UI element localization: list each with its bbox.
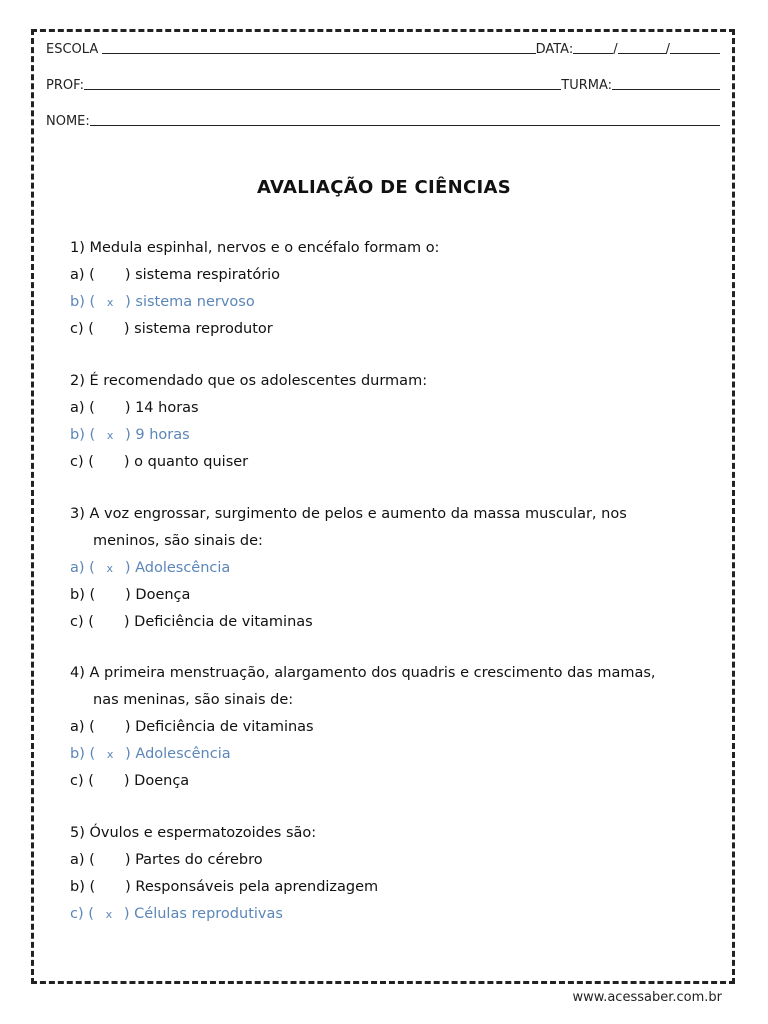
option-text: ) Adolescência	[125, 746, 231, 762]
option-prefix: c) (	[70, 906, 94, 922]
page-title: AVALIAÇÃO DE CIÊNCIAS	[256, 177, 512, 198]
data-month-blank[interactable]	[618, 52, 666, 54]
question-4	[70, 660, 656, 795]
option-c[interactable]	[70, 449, 427, 476]
question-text: 4) A primeira menstruação, alargamento dos quadris e crescimento das mamas,	[70, 665, 656, 681]
option-b-answer[interactable]	[70, 289, 439, 316]
option-text: ) Responsáveis pela aprendizagem	[125, 879, 379, 895]
question-text: 2) É recomendado que os adolescentes durmam:	[70, 373, 428, 389]
option-a[interactable]	[70, 714, 656, 741]
option-prefix: c) (	[70, 454, 94, 470]
option-text: ) Células reprodutivas	[123, 906, 283, 922]
option-text: ) 14 horas	[124, 400, 199, 416]
option-c[interactable]	[70, 768, 656, 795]
nome-line	[46, 114, 720, 129]
question-text: nas meninas, são sinais de:	[93, 692, 294, 708]
option-prefix: b) (	[70, 879, 96, 895]
question-text: 3) A voz engrossar, surgimento de pelos e aumento da massa muscular, nos	[70, 506, 627, 522]
option-mark[interactable]: x	[106, 562, 114, 575]
nome-label: NOME:	[46, 114, 90, 129]
option-c[interactable]	[70, 609, 627, 636]
turma-blank[interactable]	[612, 88, 720, 90]
data-label: DATA:	[535, 42, 574, 57]
option-text: ) sistema nervoso	[125, 294, 255, 310]
data-day-blank[interactable]	[573, 52, 613, 54]
option-text: ) sistema respiratório	[124, 267, 281, 283]
option-mark[interactable]: x	[106, 296, 114, 309]
nome-blank[interactable]	[90, 124, 720, 126]
option-mark[interactable]: x	[105, 908, 113, 921]
question-2	[70, 368, 427, 476]
option-a[interactable]	[70, 262, 439, 289]
option-a[interactable]	[70, 395, 427, 422]
question-text: meninos, são sinais de:	[93, 533, 263, 549]
option-prefix: b) (	[70, 587, 96, 603]
option-a[interactable]	[70, 847, 378, 874]
option-text: ) Deficiência de vitaminas	[123, 614, 313, 630]
option-text: ) Partes do cérebro	[124, 852, 263, 868]
option-text: ) sistema reprodutor	[123, 321, 273, 337]
option-prefix: a) (	[70, 400, 95, 416]
option-b-answer[interactable]	[70, 741, 656, 768]
option-b[interactable]	[70, 582, 627, 609]
option-prefix: a) (	[70, 560, 95, 576]
option-mark[interactable]: x	[106, 429, 114, 442]
option-prefix: b) (	[70, 427, 96, 443]
option-prefix: c) (	[70, 773, 94, 789]
question-1	[70, 235, 439, 343]
option-text: ) 9 horas	[125, 427, 190, 443]
option-text: ) Doença	[123, 773, 190, 789]
prof-line	[46, 78, 720, 93]
option-b-answer[interactable]	[70, 422, 427, 449]
turma-label: TURMA:	[561, 78, 612, 93]
escola-blank[interactable]	[102, 52, 535, 54]
option-prefix: b) (	[70, 294, 96, 310]
question-text: 1) Medula espinhal, nervos e o encéfalo formam o:	[70, 240, 440, 256]
question-5	[70, 820, 378, 928]
escola-line: ESCOLA DATA: / /	[46, 42, 720, 57]
option-prefix: c) (	[70, 614, 94, 630]
question-3	[70, 501, 627, 636]
option-text: ) Deficiência de vitaminas	[124, 719, 314, 735]
question-text: 5) Óvulos e espermatozoides são:	[70, 825, 317, 841]
option-b[interactable]	[70, 874, 378, 901]
option-prefix: a) (	[70, 719, 95, 735]
option-prefix: a) (	[70, 852, 95, 868]
option-c[interactable]	[70, 316, 439, 343]
option-mark[interactable]: x	[106, 748, 114, 761]
prof-label: PROF:	[46, 78, 84, 93]
option-prefix: a) (	[70, 267, 95, 283]
option-prefix: c) (	[70, 321, 94, 337]
prof-blank[interactable]	[84, 88, 561, 90]
option-c-answer[interactable]	[70, 901, 378, 928]
option-text: ) Doença	[125, 587, 191, 603]
option-text: ) Adolescência	[124, 560, 231, 576]
option-text: ) o quanto quiser	[123, 454, 249, 470]
escola-label: ESCOLA	[46, 42, 99, 57]
footer-url: www.acessaber.com.br	[572, 990, 722, 1005]
option-a-answer[interactable]	[70, 555, 627, 582]
data-year-blank[interactable]	[670, 52, 720, 54]
option-prefix: b) (	[70, 746, 96, 762]
